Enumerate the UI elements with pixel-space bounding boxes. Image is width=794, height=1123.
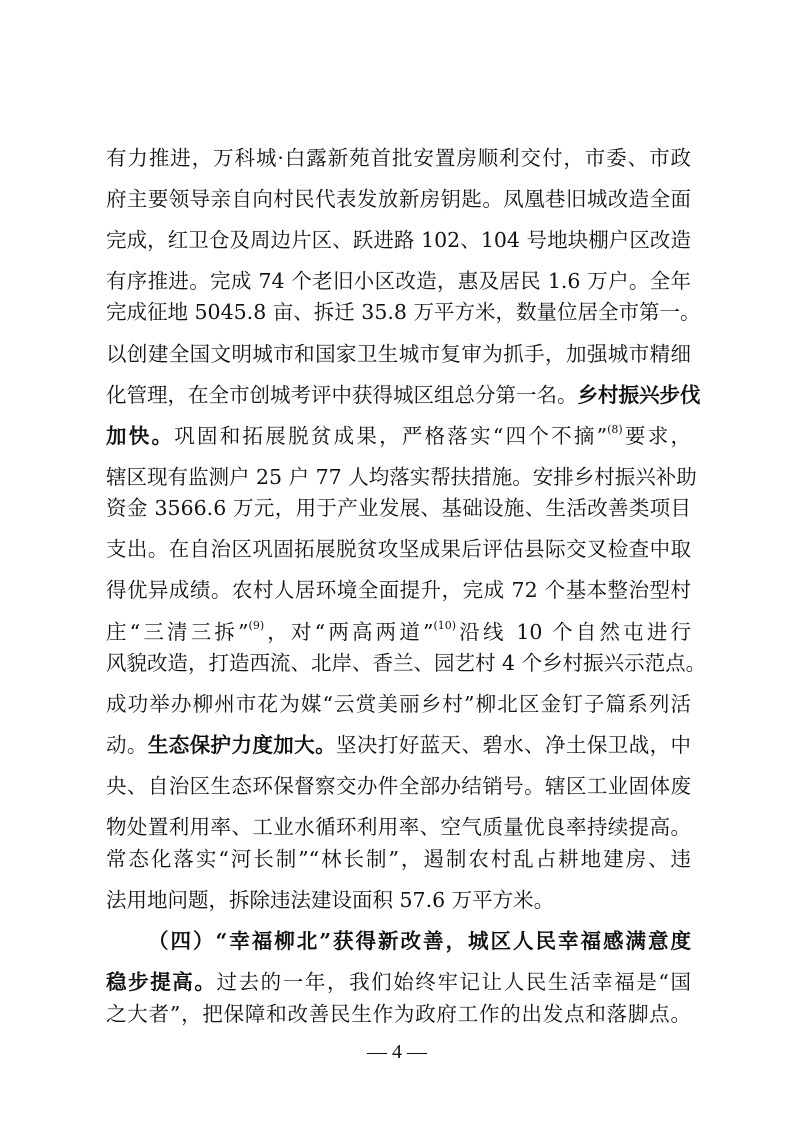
text-line: 完成，红卫仓及周边片区、跃进路 102、104 号地块棚户区改造 — [106, 228, 691, 252]
footnote-marker: (8) — [607, 423, 623, 436]
text-line: 府主要领导亲自向村民代表发放新房钥匙。凤凰巷旧城改造全面 — [106, 187, 691, 211]
text-line: 物处置利用率、工业水循环利用率、空气质量优良率持续提高。 — [106, 815, 691, 839]
text-line: 辖区现有监测户 25 户 77 人均落实帮扶措施。安排乡村振兴补助 — [106, 465, 697, 489]
text-line: 得优异成绩。农村人居环境全面提升，完成 72 个基本整治型村 — [106, 578, 691, 602]
text-run: 要求， — [622, 424, 692, 448]
bold-heading-run: 乡村振兴步伐 — [577, 383, 701, 407]
text-run: 过去的一年，我们始终牢记让人民生活幸福是“国 — [216, 970, 691, 994]
text-run: 动。 — [106, 733, 148, 757]
section-heading: （四）“幸福柳北”获得新改善，城区人民幸福感满意度 — [148, 929, 691, 953]
text-run: 化管理，在全市创城考评中获得城区组总分第一名。 — [106, 383, 578, 407]
text-line: 有序推进。完成 74 个老旧小区改造，惠及居民 1.6 万户。全年 — [106, 269, 691, 293]
text-line — [106, 615, 691, 649]
text-run: 巩固和拓展脱贫成果，严格落实“四个不摘” — [174, 424, 608, 448]
text-line — [106, 965, 691, 999]
text-line: 之大者”，把保障和改善民生作为政府工作的出发点和落脚点。 — [106, 1002, 691, 1026]
text-line — [106, 378, 701, 412]
text-run: 沿线 10 个自然屯进行 — [456, 620, 691, 644]
text-line: 以创建全国文明城市和国家卫生城市复审为抓手，加强城市精细 — [106, 342, 691, 366]
text-run: 庄“三清三拆” — [106, 620, 249, 644]
text-line: 央、自治区生态环保督察交办件全部办结销号。辖区工业固体废 — [106, 774, 691, 798]
text-line: 常态化落实“河长制”“林长制”，遏制农村乱占耕地建房、违 — [106, 847, 691, 871]
text-run: 坚决打好蓝天、碧水、净土保卫战，中 — [336, 733, 692, 757]
text-run: ，对“两高两道” — [264, 620, 434, 644]
text-line: 支出。在自治区巩固拓展脱贫攻坚成果后评估县际交叉检查中取 — [106, 537, 691, 561]
footnote-marker: (10) — [433, 619, 457, 632]
text-line: 成功举办柳州市花为媒“云赏美丽乡村”柳北区金钉子篇系列活 — [106, 692, 691, 716]
text-line — [106, 419, 691, 453]
text-line: 法用地问题，拆除违法建设面积 57.6 万平方米。 — [106, 888, 555, 912]
footnote-marker: (9) — [248, 619, 265, 632]
text-line: 资金 3566.6 万元，用于产业发展、基础设施、生活改善类项目 — [106, 496, 691, 520]
text-line — [106, 728, 691, 762]
text-line: 风貌改造，打造西流、北岸、香兰、园艺村 4 个乡村振兴示范点。 — [106, 651, 707, 675]
bold-heading-run: 加快。 — [106, 424, 175, 448]
bold-heading-run: 稳步提高。 — [106, 970, 217, 994]
text-line: 有力推进，万科城·白露新苑首批安置房顺利交付，市委、市政 — [106, 146, 691, 170]
bold-heading-run: 生态保护力度加大。 — [147, 733, 336, 757]
text-line: 完成征地 5045.8 亩、拆迁 35.8 万平方米，数量位居全市第一。 — [106, 300, 701, 324]
page-number: — 4 — — [367, 1041, 427, 1063]
